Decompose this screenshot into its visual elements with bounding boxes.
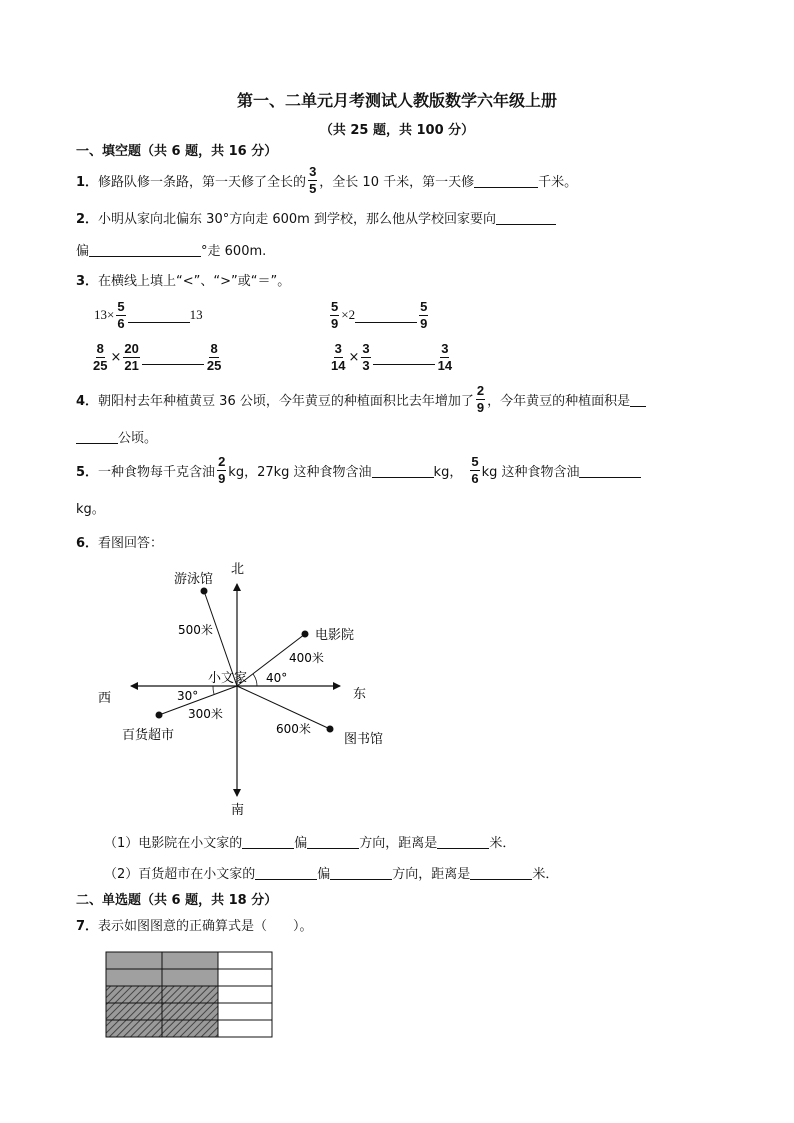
fraction: $\frac{5}{9}$ xyxy=(420,298,428,331)
fraction: $\frac{3}{14}$ xyxy=(437,340,453,373)
expr-text: × xyxy=(110,349,122,365)
grid-cell-gray xyxy=(162,952,218,969)
section-title-single-choice: 二、单选题（共 6 题，共 18 分） xyxy=(76,893,278,908)
question-text: kg，27kg 这种食物含油 xyxy=(228,464,372,480)
fraction: $\frac{8}{25}$ xyxy=(206,340,222,373)
question-text: 表示如图图意的正确算式是（ ）。 xyxy=(98,919,313,934)
north-label: 北 xyxy=(231,562,245,577)
grid-cell-hatched xyxy=(162,1003,218,1020)
expr-text: ×2 xyxy=(341,307,356,322)
question-text: 小明从家向北偏东 30°方向走 600m 到学校，那么他从学校回家要向 xyxy=(98,212,496,227)
page-title: 第一、二单元月考测试人教版数学六年级上册 xyxy=(236,91,557,110)
question-number: 7． xyxy=(76,919,99,934)
fraction: $\frac{5}{6}$ xyxy=(117,298,125,331)
question-number: 2． xyxy=(76,212,99,227)
fraction: $\frac{8}{25}$ xyxy=(93,340,108,373)
answer-blank[interactable] xyxy=(330,865,392,880)
cinema-distance: 400米 xyxy=(289,651,324,665)
question-text: 修路队修一条路，第一天修了全长的 xyxy=(98,174,307,190)
question-text: °走 600m. xyxy=(201,244,267,259)
question-text: 偏 xyxy=(76,244,90,259)
question-text: 方向，距离是 xyxy=(359,836,438,851)
question-text: 公顷。 xyxy=(118,431,158,446)
fraction: $\frac{3}{3}$ xyxy=(362,340,370,373)
question-text: 方向，距离是 xyxy=(392,867,471,882)
question-text: ，全长 10 千米，第一天修 xyxy=(319,174,475,190)
question-number: 5． xyxy=(76,464,99,480)
fraction: $\frac{3}{5}$ xyxy=(309,163,317,196)
expr-text: 13 xyxy=(189,307,203,322)
fraction: $\frac{5}{6}$ xyxy=(471,453,479,486)
question-5-cont: kg。 xyxy=(76,502,105,517)
question-text: 偏 xyxy=(317,867,331,882)
grid-cell-gray xyxy=(162,969,218,986)
page-subtitle: （共 25 题，共 100 分） xyxy=(319,123,475,138)
question-text: 米． xyxy=(489,836,516,851)
south-label: 南 xyxy=(231,803,245,818)
market-label: 百货超市 xyxy=(122,728,175,743)
grid-cell-gray xyxy=(106,969,162,986)
grid-cell-hatched xyxy=(106,986,162,1003)
cinema-label: 电影院 xyxy=(315,628,355,643)
grid-cell-empty xyxy=(218,952,272,969)
grid-cell-hatched xyxy=(162,986,218,1003)
question-text: 一种食物每千克含油 xyxy=(98,464,216,480)
question-6-sub-2 xyxy=(104,863,558,882)
cinema-angle: 40° xyxy=(266,671,288,685)
question-text: （2）百货超市在小文家的 xyxy=(104,867,256,882)
grid-cell-empty xyxy=(218,969,272,986)
question-text: 米． xyxy=(532,867,559,882)
answer-blank[interactable] xyxy=(242,834,294,849)
pool-label: 游泳馆 xyxy=(174,572,214,587)
question-6-sub-1 xyxy=(104,832,515,851)
market-dot xyxy=(156,712,163,719)
angle-arc-market xyxy=(213,686,214,694)
grid-cell-hatched xyxy=(162,1020,218,1037)
question-7 xyxy=(76,915,313,934)
answer-blank[interactable] xyxy=(470,865,532,880)
expr-text: × xyxy=(348,349,360,365)
market-angle: 30° xyxy=(177,689,199,703)
question-text: kg， xyxy=(433,464,463,480)
answer-blank[interactable] xyxy=(437,834,489,849)
library-distance: 600米 xyxy=(276,722,311,736)
question-number: 6． xyxy=(76,536,99,551)
question-text: 朝阳村去年种植黄豆 36 公顷，今年黄豆的种植面积比去年增加了 xyxy=(98,393,474,409)
answer-blank[interactable] xyxy=(255,865,317,880)
question-text: kg 这种食物含油 xyxy=(481,464,580,480)
question-text: 在横线上填上“<”、“>”或“＝”。 xyxy=(98,274,291,289)
pool-distance: 500米 xyxy=(178,623,213,637)
market-distance: 300米 xyxy=(188,707,223,721)
cinema-dot xyxy=(302,631,309,638)
grid-cell-empty xyxy=(218,986,272,1003)
library-dot xyxy=(327,726,334,733)
question-number: 3． xyxy=(76,274,99,289)
question-text: 千米。 xyxy=(538,174,578,190)
library-label: 图书馆 xyxy=(344,732,384,747)
grid-cell-empty xyxy=(218,1020,272,1037)
question-number: 4． xyxy=(76,393,99,409)
fraction: $\frac{5}{9}$ xyxy=(331,298,339,331)
grid-cell-gray xyxy=(106,952,162,969)
answer-blank[interactable] xyxy=(307,834,359,849)
fraction: $\frac{2}{9}$ xyxy=(218,453,226,486)
grid-cell-empty xyxy=(218,1003,272,1020)
home-label: 小文家 xyxy=(208,671,248,686)
section-title-fill-blank: 一、填空题（共 6 题，共 16 分） xyxy=(76,144,278,159)
fraction: $\frac{20}{21}$ xyxy=(124,340,139,373)
question-text: 偏 xyxy=(294,836,308,851)
east-label: 东 xyxy=(353,687,367,702)
west-label: 西 xyxy=(98,691,112,706)
fraction: $\frac{3}{14}$ xyxy=(331,340,346,373)
fraction: $\frac{2}{9}$ xyxy=(476,382,485,415)
question-text: 看图回答： xyxy=(98,536,164,551)
grid-cell-hatched xyxy=(106,1003,162,1020)
pool-dot xyxy=(201,588,208,595)
question-text: （1）电影院在小文家的 xyxy=(104,836,243,851)
grid-cell-hatched xyxy=(106,1020,162,1037)
expr-text: 13× xyxy=(94,307,115,322)
q7-grid-figure xyxy=(106,952,272,1037)
question-text: ，今年黄豆的种植面积是 xyxy=(487,393,631,409)
question-number: 1． xyxy=(76,174,99,190)
angle-arc-cinema xyxy=(253,674,257,686)
